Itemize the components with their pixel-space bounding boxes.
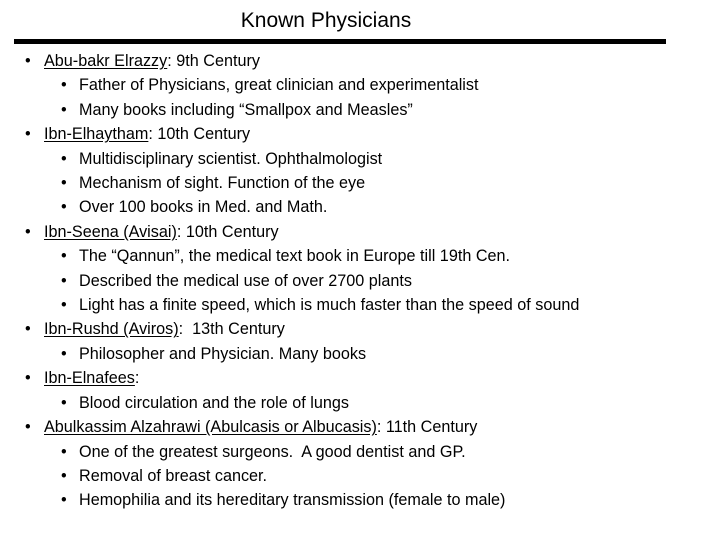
point-item xyxy=(0,98,710,122)
slide-title: Known Physicians xyxy=(240,9,412,32)
physician-item xyxy=(0,317,710,366)
physician-heading xyxy=(0,317,710,341)
point-text: Over 100 books in Med. and Math. xyxy=(79,198,328,217)
physician-item xyxy=(0,220,710,318)
title-underline-divider xyxy=(14,39,666,44)
physician-item xyxy=(0,49,710,122)
physician-points xyxy=(0,391,710,415)
bullet-icon: • xyxy=(25,125,31,144)
physician-century: 10th Century xyxy=(181,222,279,241)
point-item xyxy=(0,293,710,317)
bullet-icon: • xyxy=(25,222,31,241)
point-text: Philosopher and Physician. Many books xyxy=(79,344,367,363)
point-text: Hemophilia and its hereditary transmission (female to male) xyxy=(79,491,506,510)
physician-name: Ibn-Elnafees xyxy=(44,369,135,388)
point-text: Described the medical use of over 2700 plants xyxy=(79,271,412,290)
point-item xyxy=(0,488,710,512)
physician-item xyxy=(0,415,710,513)
bullet-icon: • xyxy=(61,491,67,510)
physician-name: Ibn-Rushd (Aviros) xyxy=(44,320,179,339)
bullet-icon: • xyxy=(61,271,67,290)
physician-points xyxy=(0,244,710,317)
physician-century: 11th Century xyxy=(381,418,478,437)
point-text: Removal of breast cancer. xyxy=(79,466,268,485)
bullet-icon: • xyxy=(61,76,67,95)
point-item xyxy=(0,195,710,219)
bullet-icon: • xyxy=(61,174,67,193)
name-separator: : xyxy=(376,418,382,437)
bullet-icon: • xyxy=(61,198,67,217)
point-text: Light has a finite speed, which is much faster than the speed of sound xyxy=(79,296,580,315)
name-separator: : xyxy=(167,52,172,70)
physician-list xyxy=(0,49,710,513)
physician-points xyxy=(0,147,710,220)
physician-name: Abulkassim Alzahrawi (Abulcasis or Albucasis) xyxy=(44,418,377,437)
bullet-icon: • xyxy=(61,247,67,266)
point-text: Many books including “Smallpox and Measles” xyxy=(79,100,413,119)
bullet-icon: • xyxy=(25,369,31,388)
physician-item xyxy=(0,122,710,220)
bullet-icon: • xyxy=(61,149,67,168)
point-item xyxy=(0,147,710,171)
point-item xyxy=(0,440,710,464)
physician-century: 10th Century xyxy=(152,125,251,144)
physician-name: Ibn-Seena (Avisai) xyxy=(44,222,177,241)
physician-points xyxy=(0,440,710,513)
point-text: Blood circulation and the role of lungs xyxy=(79,393,349,412)
physician-heading xyxy=(0,415,710,439)
point-item xyxy=(0,171,710,195)
bullet-icon: • xyxy=(25,320,31,339)
point-text: Multidisciplinary scientist. Ophthalmologist xyxy=(79,149,383,168)
bullet-icon: • xyxy=(61,100,67,119)
physician-points xyxy=(0,342,710,366)
point-item xyxy=(0,391,710,415)
physician-name: Ibn-Elhaytham xyxy=(44,125,149,144)
point-item xyxy=(0,244,710,268)
bullet-icon: • xyxy=(61,393,67,412)
physician-points xyxy=(0,73,710,122)
point-item xyxy=(0,73,710,97)
point-item xyxy=(0,342,710,366)
physician-heading xyxy=(0,49,710,73)
name-separator: : xyxy=(176,222,182,241)
physician-item xyxy=(0,366,710,415)
physician-name: Abu-bakr Elrazzy xyxy=(44,52,168,70)
bullet-icon: • xyxy=(61,442,67,461)
name-separator: : xyxy=(134,369,140,388)
physician-century: 9th Century xyxy=(171,52,260,70)
point-item xyxy=(0,269,710,293)
bullet-icon: • xyxy=(61,296,67,315)
name-separator: : xyxy=(148,125,153,144)
point-item xyxy=(0,464,710,488)
bullet-icon: • xyxy=(25,52,31,70)
bullet-icon: • xyxy=(61,466,67,485)
name-separator: : xyxy=(178,320,184,339)
physician-heading xyxy=(0,220,710,244)
point-text: Mechanism of sight. Function of the eye xyxy=(79,174,366,193)
physician-heading xyxy=(0,366,710,390)
physician-century: 13th Century xyxy=(183,320,285,339)
point-text: One of the greatest surgeons. A good dentist and GP. xyxy=(79,442,466,461)
point-text: Father of Physicians, great clinician and experimentalist xyxy=(79,76,479,95)
bullet-icon: • xyxy=(61,344,67,363)
point-text: The “Qannun”, the medical text book in Europe till 19th Cen. xyxy=(79,247,511,266)
physician-heading xyxy=(0,122,710,146)
bullet-icon: • xyxy=(25,418,31,437)
